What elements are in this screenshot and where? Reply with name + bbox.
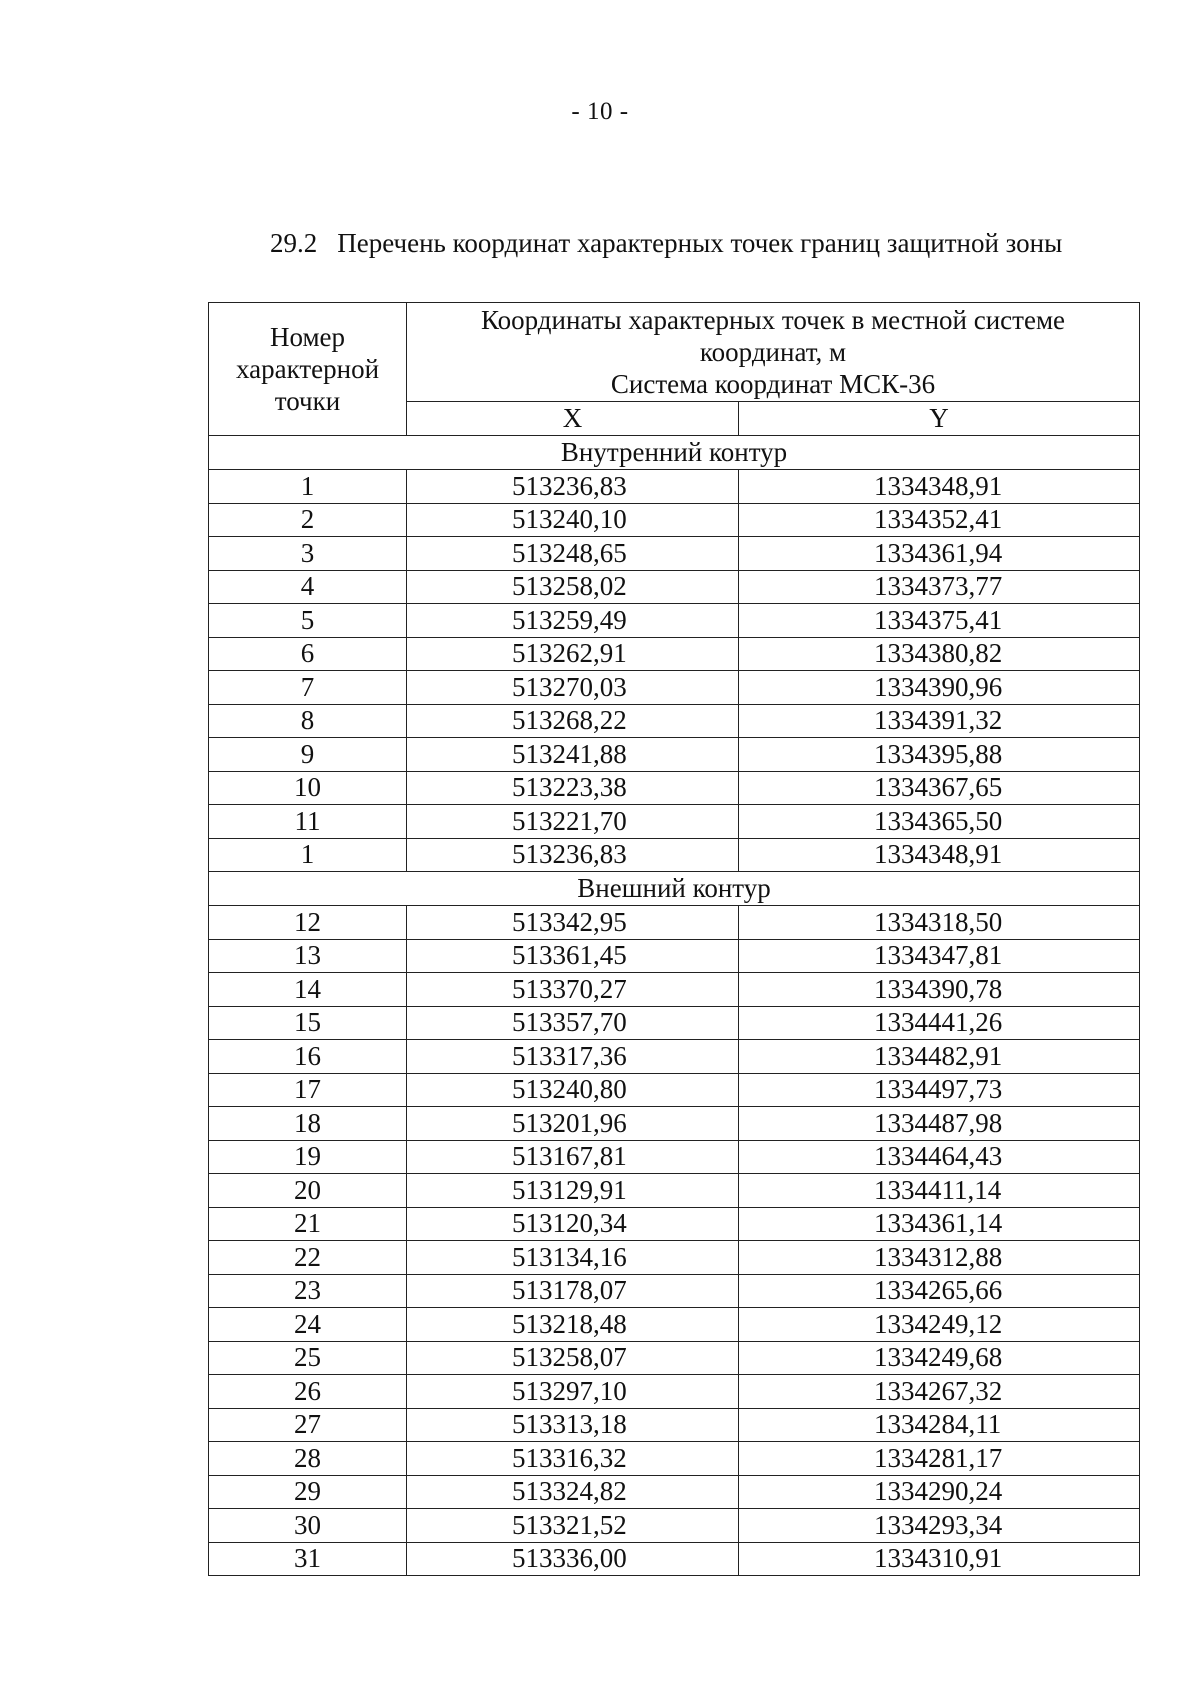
table-row	[209, 1073, 1140, 1107]
table-row	[209, 738, 1140, 772]
point-number-cell: 26	[209, 1375, 407, 1409]
x-coordinate-cell: 513129,91	[407, 1174, 739, 1208]
point-number-cell: 28	[209, 1442, 407, 1476]
table-row	[209, 470, 1140, 504]
x-coordinate-cell: 513316,32	[407, 1442, 739, 1476]
x-coordinate-cell: 513236,83	[407, 838, 739, 872]
x-coordinate-cell: 513370,27	[407, 973, 739, 1007]
y-coordinate-cell: 1334290,24	[739, 1475, 1140, 1509]
point-number-cell: 10	[209, 771, 407, 805]
coordinates-header	[407, 303, 1140, 402]
x-coordinate-cell: 513223,38	[407, 771, 739, 805]
x-coordinate-cell: 513167,81	[407, 1140, 739, 1174]
y-coordinate-cell: 1334367,65	[739, 771, 1140, 805]
coordinates-header-line2: координат, м	[699, 337, 847, 367]
point-number-cell: 3	[209, 537, 407, 571]
y-coordinate-cell: 1334375,41	[739, 604, 1140, 638]
group-title: Внутренний контур	[209, 436, 1140, 470]
x-coordinate-cell: 513313,18	[407, 1408, 739, 1442]
y-coordinate-cell: 1334497,73	[739, 1073, 1140, 1107]
point-number-cell: 30	[209, 1509, 407, 1543]
y-coordinate-cell: 1334352,41	[739, 503, 1140, 537]
point-number-cell: 20	[209, 1174, 407, 1208]
point-number-header-text: Номер характерной точки	[235, 322, 380, 416]
group-title: Внешний контур	[209, 872, 1140, 906]
table-row	[209, 637, 1140, 671]
point-number-cell: 23	[209, 1274, 407, 1308]
x-coordinate-cell: 513317,36	[407, 1040, 739, 1074]
x-coordinate-cell: 513321,52	[407, 1509, 739, 1543]
table-row	[209, 570, 1140, 604]
x-coordinate-cell: 513241,88	[407, 738, 739, 772]
y-coordinate-cell: 1334365,50	[739, 805, 1140, 839]
section-number: 29.2	[270, 228, 318, 258]
point-number-header	[209, 303, 407, 436]
y-column-header: Y	[739, 402, 1140, 436]
table-row	[209, 1542, 1140, 1576]
table-row	[209, 1040, 1140, 1074]
point-number-cell: 18	[209, 1107, 407, 1141]
coordinates-header-line1: Координаты характерных точек в местной системе	[480, 305, 1066, 335]
point-number-cell: 6	[209, 637, 407, 671]
x-coordinate-cell: 513221,70	[407, 805, 739, 839]
point-number-cell: 24	[209, 1308, 407, 1342]
x-coordinate-cell: 513268,22	[407, 704, 739, 738]
y-coordinate-cell: 1334361,14	[739, 1207, 1140, 1241]
point-number-cell: 21	[209, 1207, 407, 1241]
section-title-text: Перечень координат характерных точек границ защитной зоны	[337, 228, 1063, 258]
table-row	[209, 1006, 1140, 1040]
table-row	[209, 704, 1140, 738]
x-coordinate-cell: 513120,34	[407, 1207, 739, 1241]
y-coordinate-cell: 1334411,14	[739, 1174, 1140, 1208]
table-row	[209, 1140, 1140, 1174]
y-coordinate-cell: 1334380,82	[739, 637, 1140, 671]
y-coordinate-cell: 1334395,88	[739, 738, 1140, 772]
y-coordinate-cell: 1334361,94	[739, 537, 1140, 571]
y-coordinate-cell: 1334390,96	[739, 671, 1140, 705]
y-coordinate-cell: 1334348,91	[739, 838, 1140, 872]
y-coordinate-cell: 1334441,26	[739, 1006, 1140, 1040]
x-coordinate-cell: 513240,10	[407, 503, 739, 537]
point-number-cell: 19	[209, 1140, 407, 1174]
table-row	[209, 1375, 1140, 1409]
x-coordinate-cell: 513134,16	[407, 1241, 739, 1275]
table-row	[209, 1174, 1140, 1208]
y-coordinate-cell: 1334482,91	[739, 1040, 1140, 1074]
table-row	[209, 1308, 1140, 1342]
group-row	[209, 872, 1140, 906]
x-coordinate-cell: 513258,07	[407, 1341, 739, 1375]
y-coordinate-cell: 1334281,17	[739, 1442, 1140, 1476]
x-coordinate-cell: 513236,83	[407, 470, 739, 504]
point-number-cell: 7	[209, 671, 407, 705]
point-number-cell: 22	[209, 1241, 407, 1275]
point-number-cell: 8	[209, 704, 407, 738]
table-row	[209, 1207, 1140, 1241]
y-coordinate-cell: 1334487,98	[739, 1107, 1140, 1141]
y-coordinate-cell: 1334265,66	[739, 1274, 1140, 1308]
point-number-cell: 25	[209, 1341, 407, 1375]
group-row	[209, 436, 1140, 470]
y-coordinate-cell: 1334464,43	[739, 1140, 1140, 1174]
x-coordinate-cell: 513357,70	[407, 1006, 739, 1040]
point-number-cell: 27	[209, 1408, 407, 1442]
table-row	[209, 771, 1140, 805]
y-coordinate-cell: 1334390,78	[739, 973, 1140, 1007]
point-number-cell: 29	[209, 1475, 407, 1509]
y-coordinate-cell: 1334348,91	[739, 470, 1140, 504]
table-row	[209, 1241, 1140, 1275]
y-coordinate-cell: 1334312,88	[739, 1241, 1140, 1275]
coordinates-table	[208, 302, 1140, 1576]
point-number-cell: 1	[209, 838, 407, 872]
point-number-cell: 15	[209, 1006, 407, 1040]
point-number-cell: 31	[209, 1542, 407, 1576]
table-row	[209, 1442, 1140, 1476]
point-number-cell: 17	[209, 1073, 407, 1107]
point-number-cell: 9	[209, 738, 407, 772]
table-row	[209, 671, 1140, 705]
table-row	[209, 1274, 1140, 1308]
table-row	[209, 1341, 1140, 1375]
table-row	[209, 838, 1140, 872]
x-coordinate-cell: 513297,10	[407, 1375, 739, 1409]
table-row	[209, 973, 1140, 1007]
x-coordinate-cell: 513248,65	[407, 537, 739, 571]
point-number-cell: 2	[209, 503, 407, 537]
point-number-cell: 14	[209, 973, 407, 1007]
table-row	[209, 805, 1140, 839]
x-coordinate-cell: 513342,95	[407, 906, 739, 940]
y-coordinate-cell: 1334267,32	[739, 1375, 1140, 1409]
y-coordinate-cell: 1334249,12	[739, 1308, 1140, 1342]
point-number-cell: 13	[209, 939, 407, 973]
x-coordinate-cell: 513361,45	[407, 939, 739, 973]
table-row	[209, 1107, 1140, 1141]
y-coordinate-cell: 1334347,81	[739, 939, 1140, 973]
table-row	[209, 537, 1140, 571]
y-coordinate-cell: 1334310,91	[739, 1542, 1140, 1576]
point-number-cell: 11	[209, 805, 407, 839]
x-coordinate-cell: 513218,48	[407, 1308, 739, 1342]
point-number-cell: 12	[209, 906, 407, 940]
table-row	[209, 939, 1140, 973]
x-coordinate-cell: 513336,00	[407, 1542, 739, 1576]
x-column-header: X	[407, 402, 739, 436]
y-coordinate-cell: 1334293,34	[739, 1509, 1140, 1543]
point-number-cell: 4	[209, 570, 407, 604]
table-row	[209, 604, 1140, 638]
x-coordinate-cell: 513270,03	[407, 671, 739, 705]
x-coordinate-cell: 513201,96	[407, 1107, 739, 1141]
table-body	[209, 436, 1140, 1576]
coordinates-header-line3: Система координат МСК-36	[610, 369, 936, 399]
table-row	[209, 1509, 1140, 1543]
page-number: - 10 -	[571, 98, 629, 125]
point-number-cell: 1	[209, 470, 407, 504]
x-coordinate-cell: 513178,07	[407, 1274, 739, 1308]
y-coordinate-cell: 1334284,11	[739, 1408, 1140, 1442]
table-row	[209, 503, 1140, 537]
y-coordinate-cell: 1334318,50	[739, 906, 1140, 940]
table-row	[209, 906, 1140, 940]
point-number-cell: 16	[209, 1040, 407, 1074]
y-coordinate-cell: 1334249,68	[739, 1341, 1140, 1375]
x-coordinate-cell: 513258,02	[407, 570, 739, 604]
y-coordinate-cell: 1334373,77	[739, 570, 1140, 604]
section-title	[270, 228, 1062, 259]
x-coordinate-cell: 513324,82	[407, 1475, 739, 1509]
x-coordinate-cell: 513240,80	[407, 1073, 739, 1107]
table-row	[209, 1475, 1140, 1509]
x-coordinate-cell: 513262,91	[407, 637, 739, 671]
point-number-cell: 5	[209, 604, 407, 638]
table-row	[209, 1408, 1140, 1442]
x-coordinate-cell: 513259,49	[407, 604, 739, 638]
y-coordinate-cell: 1334391,32	[739, 704, 1140, 738]
